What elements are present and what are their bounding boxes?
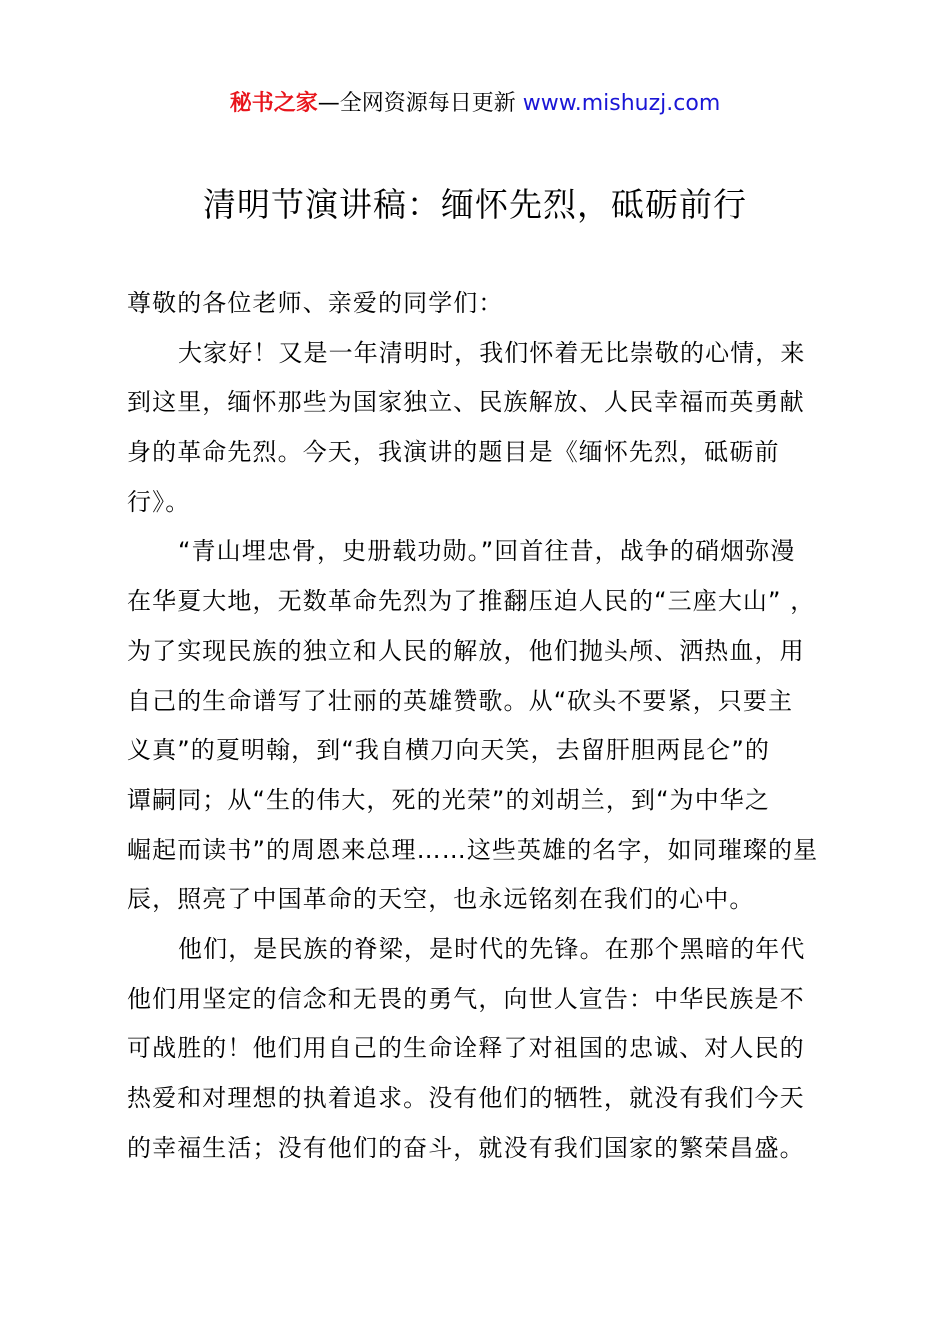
header-tagline: —全网资源每日更新: [317, 91, 523, 116]
paragraph-1: [127, 329, 887, 528]
paragraph-3: [127, 925, 887, 1173]
paragraph-line: 他们，是民族的脊梁，是时代的先锋。在那个黑暗的年代: [178, 934, 806, 963]
paragraph-line: 热爱和对理想的执着追求。没有他们的牺牲，就没有我们今天: [127, 1084, 805, 1112]
paragraph-line: 到这里，缅怀那些为国家独立、民族解放、人民幸福而英勇献: [127, 388, 805, 417]
site-header: [0, 88, 950, 120]
paragraph-line: 义真”的夏明翰，到“我自横刀向天笑，去留肝胆两昆仑”的: [127, 736, 770, 765]
paragraph-line: 在华夏大地，无数革命先烈为了推翻压迫人民的“三座大山” ，: [127, 587, 816, 616]
paragraph-line: 为了实现民族的独立和人民的解放，他们抛头颅、洒热血，用: [127, 636, 805, 665]
paragraph-line: 可战胜的！他们用自己的生命诠释了对祖国的忠诚、对人民的: [127, 1034, 805, 1063]
brand-name: 秘书之家: [229, 91, 318, 116]
paragraph-line: 身的革命先烈。今天，我演讲的题目是《缅怀先烈，砥砺前: [127, 438, 780, 467]
paragraph-2: [127, 527, 887, 925]
paragraph-line: 辰，照亮了中国革命的天空，也永远铭刻在我们的心中。: [127, 885, 755, 914]
paragraph-line: 自己的生命谱写了壮丽的英雄赞歌。从“砍头不要紧，只要主: [127, 686, 794, 715]
paragraph-line: 崛起而读书”的周恩来总理……这些英雄的名字，如同璀璨的星: [127, 835, 819, 864]
site-url-link[interactable]: www.mishuzj.com: [522, 91, 721, 116]
paragraph-line: 行》。: [127, 487, 191, 516]
paragraph-line: 谭嗣同；从“生的伟大，死的光荣”的刘胡兰，到“为中华之: [127, 785, 770, 814]
paragraph-line: “青山埋忠骨，史册载功勋。”回首往昔，战争的硝烟弥漫: [178, 537, 796, 566]
salutation: 尊敬的各位老师、亲爱的同学们：: [127, 289, 504, 317]
paragraph-line: 大家好！又是一年清明时，我们怀着无比崇敬的心情，来: [178, 338, 806, 367]
paragraph-line: 他们用坚定的信念和无畏的勇气，向世人宣告：中华民族是不: [127, 984, 805, 1013]
document-title: 清明节演讲稿：缅怀先烈，砥砺前行: [203, 185, 747, 224]
document-body: [127, 279, 887, 1173]
paragraph-line: 的幸福生活；没有他们的奋斗，就没有我们国家的繁荣昌盛。: [127, 1133, 805, 1162]
